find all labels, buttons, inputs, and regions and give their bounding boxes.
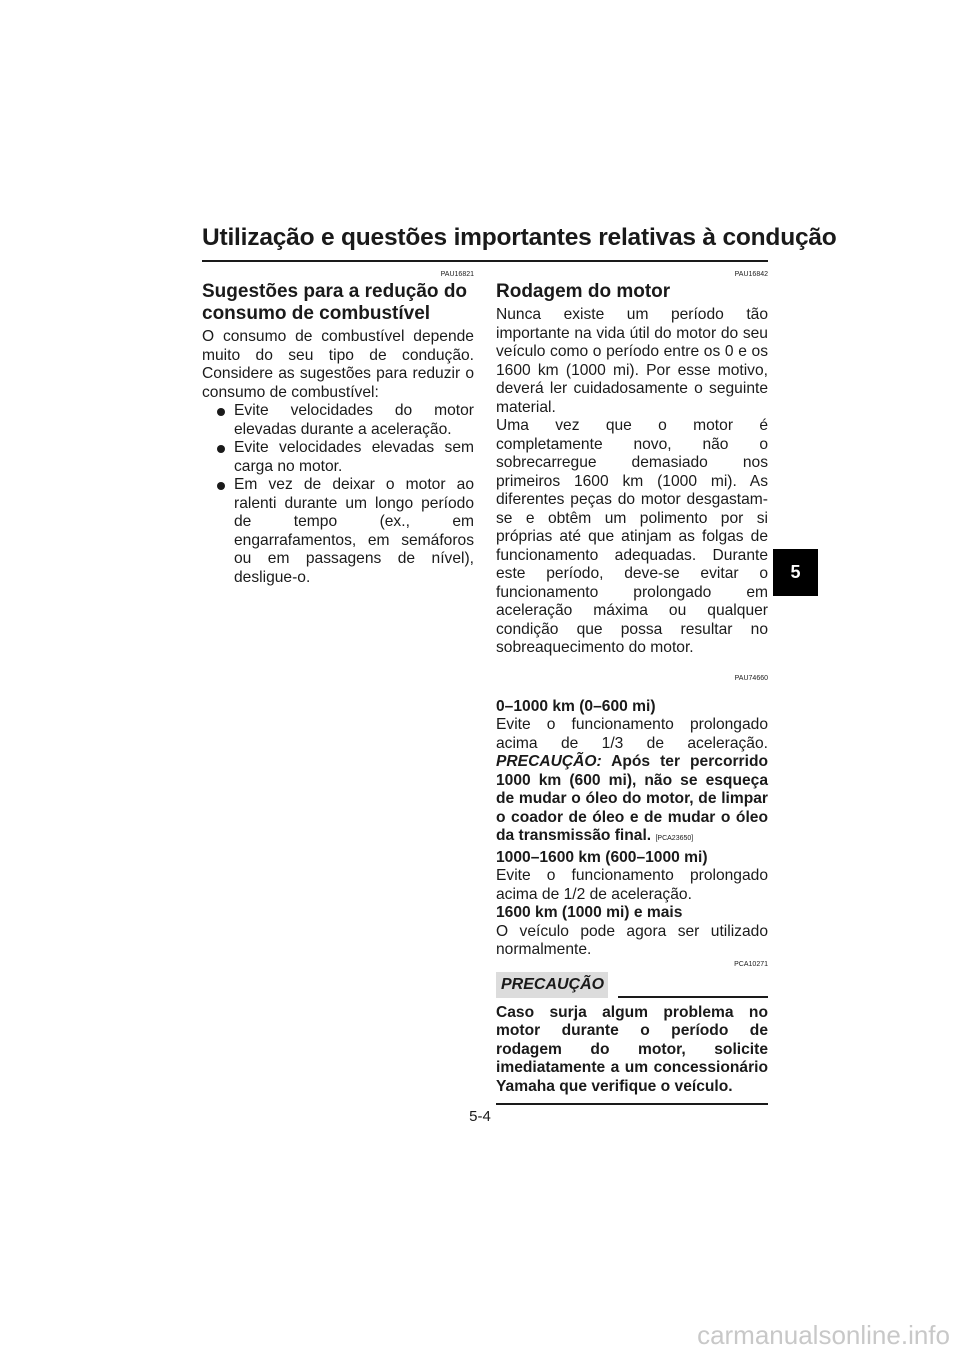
caution-rule <box>618 996 768 998</box>
stage-2-heading: 1000–1600 km (600–1000 mi) <box>496 848 708 866</box>
caution-label: PRECAUÇÃO <box>496 972 608 998</box>
section-code: PAU16821 <box>440 271 474 278</box>
inline-caution-label: PRECAUÇÃO: <box>496 753 602 770</box>
stage-3-heading: 1600 km (1000 mi) e mais <box>496 904 683 921</box>
section-code: PAU74660 <box>734 674 768 682</box>
stage-2-text: Evite o funcionamento prolongado acima de 1/2 de aceleração. <box>496 867 768 903</box>
chapter-tab: 5 <box>773 549 818 596</box>
stage-1-text: Evite o funcionamento prolongado acima de 1/3 de aceleração. PRECAUÇÃO: Após ter percorrido 1000 km (600 mi), não se esqueça de mudar o óleo do motor, de limpar o coador de óleo e de mudar o óleo da transmissão final. [PCA23650] <box>496 716 768 844</box>
list-item: Em vez de deixar o motor ao ralenti durante um longo período de tempo (ex., em engarrafamentos, em semáforos ou em passagens de nível), desligue-o. <box>217 476 474 587</box>
list-item: Evite velocidades do motor elevadas durante a aceleração. <box>217 402 474 439</box>
caution-bottom-rule <box>496 1103 768 1105</box>
section-code: PAU16842 <box>734 271 768 278</box>
break-in-para-2: Uma vez que o motor é completamente novo, não o sobrecarregue demasiado nos primeiros 1600 km (1000 mi). As diferentes peças do motor desgastam-se e obtêm um polimento por si próprias até que atinjam as folgas de funcionamento adequadas. Durante este período, deve-se evitar o funcionamento prolongado em aceleração máxima ou qualquer condição que possa resultar no sobreaquecimento do motor. <box>496 417 768 656</box>
stage-1-heading: 0–1000 km (0–600 mi) <box>496 697 656 715</box>
right-column <box>496 270 768 1105</box>
left-column <box>202 270 474 587</box>
section-title-break-in: Rodagem do motor <box>496 281 671 302</box>
fuel-tips-list <box>202 402 474 587</box>
inline-code: [PCA23650] <box>655 835 694 842</box>
stage-3-text: O veículo pode agora ser utilizado normalmente. <box>496 922 768 958</box>
page-number: 5-4 <box>469 1108 491 1125</box>
bullet-icon <box>217 482 225 490</box>
bullet-icon <box>217 408 225 416</box>
section-title-fuel: Sugestões para a redução do consumo de combustível <box>202 281 468 324</box>
break-in-para-1: Nunca existe um período tão importante na vida útil do motor do seu veículo como o período entre os 0 e os 1600 km (1000 mi). Por esse motivo, deverá ler cuidadosamente o seguinte material. <box>496 306 768 416</box>
header-rule <box>202 260 768 262</box>
caution-header <box>496 972 768 998</box>
fuel-intro: O consumo de combustível depende muito do seu tipo de condução. Considere as sugestões para reduzir o consumo de combustível: <box>202 328 474 401</box>
inline-caution-text: Após ter percorrido 1000 km (600 mi), não se esqueça de mudar o óleo do motor, de limpar o coador de óleo e de mudar o óleo da transmissão final. <box>496 753 768 844</box>
page-title: Utilização e questões importantes relativas à condução <box>202 224 837 251</box>
watermark: carmanualsonline.info <box>697 1320 950 1350</box>
list-item: Evite velocidades elevadas sem carga no motor. <box>217 439 474 476</box>
section-code: PCA10271 <box>734 960 768 968</box>
bullet-icon <box>217 445 225 453</box>
caution-text: Caso surja algum problema no motor durante o período de rodagem do motor, solicite imediatamente a um concessionário Yamaha que verifique o veículo. <box>496 1003 768 1095</box>
